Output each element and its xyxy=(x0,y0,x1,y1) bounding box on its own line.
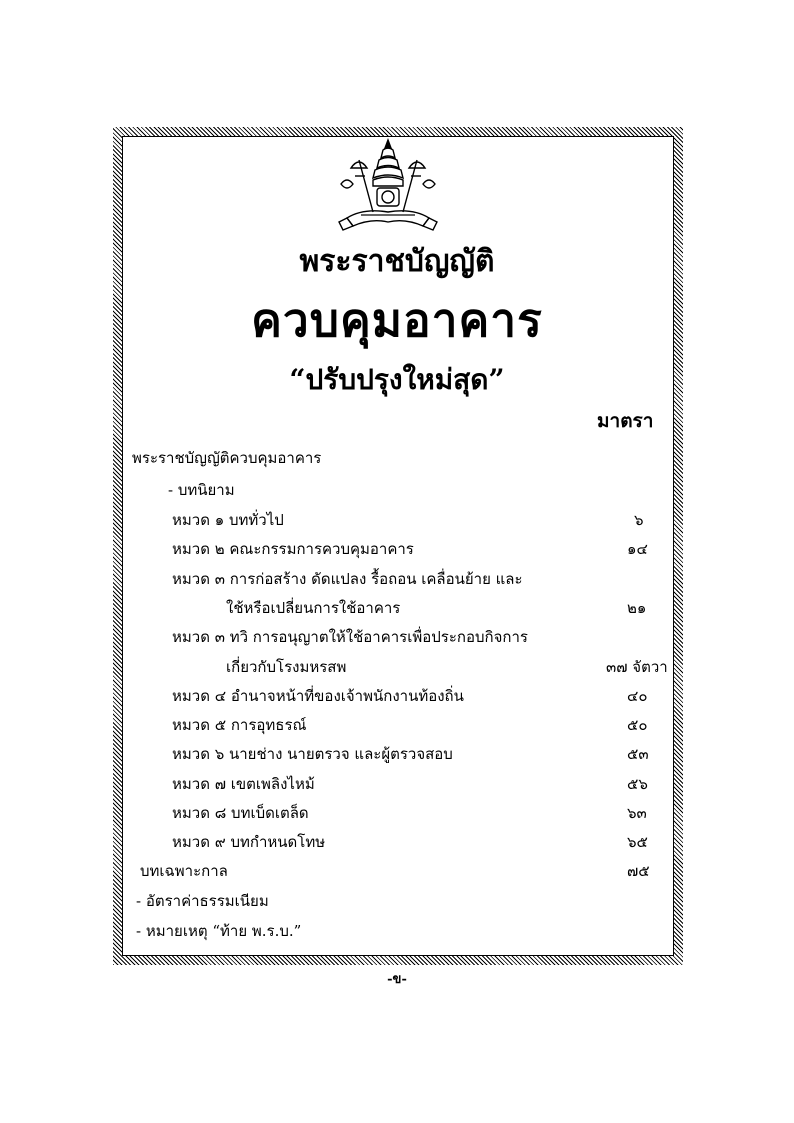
toc-chapter-label: หมวด ๕ การอุทธรณ์ xyxy=(172,716,307,734)
toc-chapter-label: ใช้หรือเปลี่ยนการใช้อาคาร xyxy=(226,599,401,617)
toc-chapter-page: ๖ xyxy=(634,511,644,529)
page-number: -ข- xyxy=(387,972,407,987)
toc-chapter-page: ๖๓ xyxy=(627,804,647,822)
act-title-line: พระราชบัญญัติ xyxy=(299,244,495,279)
section-column-heading: มาตรา xyxy=(597,410,654,432)
toc-chapter-label: หมวด ๘ บทเบ็ดเตล็ด xyxy=(172,804,309,822)
toc-chapter-page: ๒๑ xyxy=(627,599,647,617)
toc-chapter-label: หมวด ๖ นายช่าง นายตรวจ และผู้ตรวจสอบ xyxy=(172,745,453,763)
toc-chapter-page: ๕๖ xyxy=(627,775,648,793)
toc-transitional-label: บทเฉพาะกาล xyxy=(140,862,228,880)
toc-chapter-page: ๓๗ จัตวา xyxy=(606,658,668,676)
act-name-heading: ควบคุมอาคาร xyxy=(251,293,543,347)
toc-chapter-page: ๑๔ xyxy=(627,540,648,558)
toc-chapter-label: หมวด ๓ การก่อสร้าง ดัดแปลง รื้อถอน เคลื่อนย้าย และ xyxy=(172,570,523,588)
toc-chapter-label: หมวด ๙ บทกำหนดโทษ xyxy=(172,833,326,851)
toc-definitions: - บทนิยาม xyxy=(168,481,235,499)
toc-chapter-page: ๕๓ xyxy=(627,745,649,763)
toc-remarks: - หมายเหตุ “ท้าย พ.ร.บ.” xyxy=(136,922,302,940)
toc-chapter-label: หมวด ๒ คณะกรรมการควบคุมอาคาร xyxy=(172,540,414,558)
toc-chapter-label: เกี่ยวกับโรงมหรสพ xyxy=(226,658,347,676)
toc-chapter-page: ๖๕ xyxy=(627,833,648,851)
toc-fees: - อัตราค่าธรรมเนียม xyxy=(136,892,269,910)
edition-subtitle: “ปรับปรุงใหม่สุด” xyxy=(289,363,505,396)
toc-transitional-page: ๗๕ xyxy=(627,862,650,880)
toc-act-title: พระราชบัญญัติควบคุมอาคาร xyxy=(132,449,322,467)
toc-chapter-page: ๕๐ xyxy=(627,716,648,734)
toc-chapter-label: หมวด ๗ เขตเพลิงไหม้ xyxy=(172,775,315,793)
toc-chapter-label: หมวด ๔ อำนาจหน้าที่ของเจ้าพนักงานท้องถิ่น xyxy=(172,687,464,705)
toc-chapter-label: หมวด ๑ บททั่วไป xyxy=(172,511,284,529)
toc-chapter-page: ๔๐ xyxy=(627,687,648,705)
toc-chapter-label: หมวด ๓ ทวิ การอนุญาตให้ใช้อาคารเพื่อประกอบกิจการ xyxy=(172,628,528,646)
